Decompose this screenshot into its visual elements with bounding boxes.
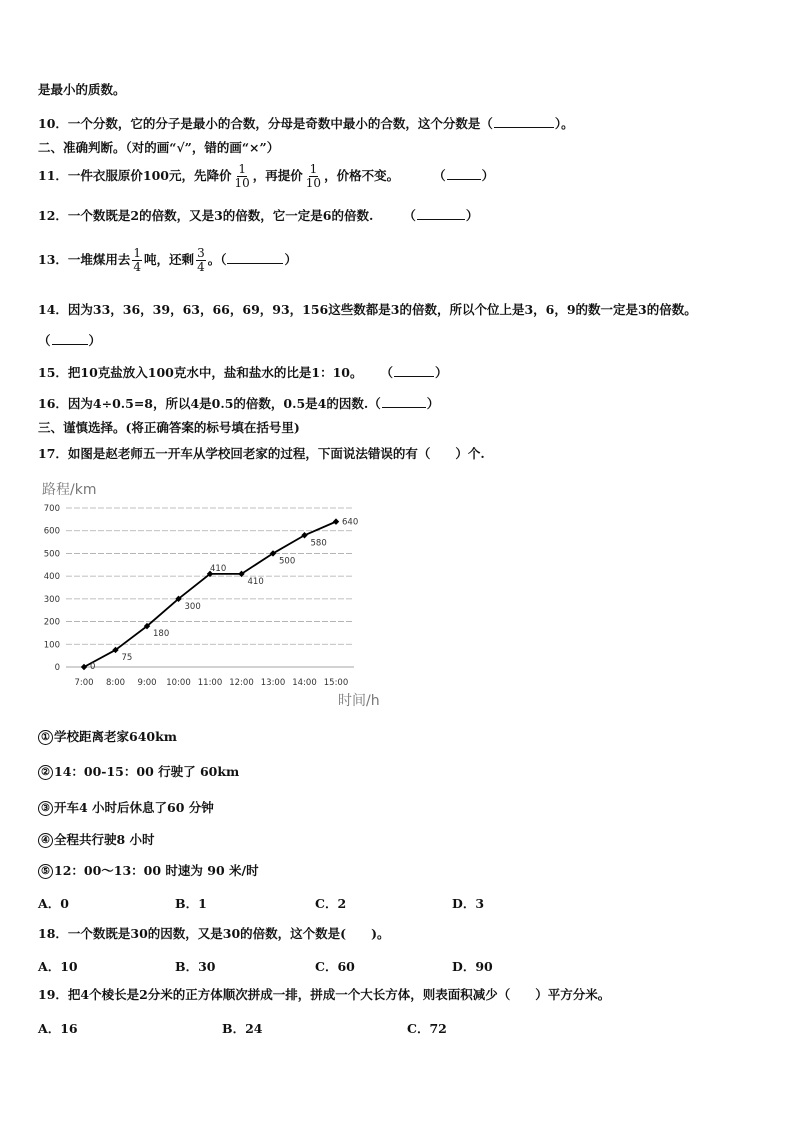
y-tick-label: 200 <box>43 617 60 628</box>
question-14-answer <box>38 332 101 349</box>
x-tick-label: 11:00 <box>197 678 223 688</box>
question-11 <box>38 163 494 190</box>
x-tick-label: 13:00 <box>260 678 286 688</box>
y-tick-label: 100 <box>43 640 60 651</box>
q18-text: 18．一个数既是30的因数，又是30的倍数，这个数是( )。 <box>38 926 390 941</box>
paren-open: （ <box>403 208 416 223</box>
paren-close: ） <box>426 396 440 411</box>
q18-option-a[interactable]: A．10 <box>38 959 78 974</box>
line-prev-end <box>38 82 126 98</box>
q10-text: 10．一个分数，它的分子是最小的合数，分母是奇数中最小的合数，这个分数是（ <box>38 116 493 131</box>
x-tick-label: 8:00 <box>105 678 126 688</box>
question-15 <box>38 364 448 381</box>
x-ticks <box>74 678 348 688</box>
x-tick-label: 9:00 <box>137 678 157 688</box>
statement-5 <box>38 863 259 879</box>
data-label: 580 <box>310 538 327 549</box>
x-tick-label: 14:00 <box>292 678 317 688</box>
statement-text: 12：00～13：00 时速为 90 米/时 <box>54 863 259 878</box>
x-tick-label: 15:00 <box>323 678 349 688</box>
q12-text: 12．一个数既是2的倍数，又是3的倍数，它一定是6的倍数. <box>38 208 374 223</box>
distance-time-chart <box>36 478 396 708</box>
paren-open: （ <box>368 396 381 411</box>
q19-option-b[interactable]: B．24 <box>222 1021 263 1036</box>
y-tick-label: 600 <box>43 526 60 537</box>
answer-blank[interactable] <box>447 167 481 180</box>
circled-number: ② <box>38 765 53 780</box>
data-labels <box>90 518 358 672</box>
fraction <box>132 247 142 274</box>
q13-text: 。（ <box>207 252 227 267</box>
paren-open: （ <box>38 333 51 348</box>
circled-number: ① <box>38 730 53 745</box>
data-point <box>333 518 339 524</box>
statement-text: 全程共行驶8 小时 <box>54 832 155 847</box>
statement-3 <box>38 800 214 816</box>
paren-open: （ <box>433 168 446 183</box>
answer-blank[interactable] <box>382 395 426 408</box>
q15-text: 15．把10克盐放入100克水中，盐和盐水的比是1：10。 <box>38 365 363 380</box>
series-line <box>84 522 336 667</box>
y-axis-label: 路程/km <box>42 482 97 498</box>
data-label: 75 <box>121 652 133 663</box>
q18-option-b[interactable]: B．30 <box>175 959 216 974</box>
answer-blank[interactable] <box>52 332 88 345</box>
q17-text: 17．如图是赵老师五一开车从学校回老家的过程，下面说法错误的有（ ）个. <box>38 446 485 461</box>
fraction <box>305 163 322 190</box>
section-title: 二、准确判断。（对的画“√”，错的画“×”） <box>38 140 280 155</box>
q18-option-c[interactable]: C．60 <box>315 959 355 974</box>
paren-close: ） <box>481 168 495 183</box>
data-label: 640 <box>342 517 359 528</box>
section-title: 三、谨慎选择。(将正确答案的标号填在括号里) <box>38 420 300 435</box>
answer-blank[interactable] <box>417 207 465 220</box>
statement-text: 14：00-15：00 行驶了 60km <box>54 764 240 779</box>
y-ticks <box>44 504 60 673</box>
q11-text: ，价格不变。 <box>324 168 400 183</box>
q19-option-c[interactable]: C．72 <box>407 1021 447 1036</box>
q10-text-end: ）。 <box>554 116 574 131</box>
paren-close: ） <box>465 208 479 223</box>
answer-blank[interactable] <box>394 364 434 377</box>
data-label: 300 <box>184 601 201 612</box>
text: 是最小的质数。 <box>38 82 126 97</box>
numerator: 1 <box>309 162 318 176</box>
paren-close: ） <box>435 365 448 380</box>
x-tick-label: 12:00 <box>229 678 254 688</box>
data-label: 410 <box>247 576 264 587</box>
circled-number: ④ <box>38 833 53 848</box>
data-label: 410 <box>210 563 227 574</box>
statement-4 <box>38 832 155 848</box>
statement-text: 学校距离老家640km <box>54 729 177 744</box>
data-point <box>81 664 87 670</box>
answer-blank[interactable] <box>227 251 283 264</box>
question-12 <box>38 207 478 224</box>
numerator: 3 <box>197 246 205 260</box>
question-14 <box>38 302 697 318</box>
circled-number: ③ <box>38 801 53 816</box>
paren-close: ） <box>284 252 297 267</box>
numerator: 1 <box>238 162 246 176</box>
q17-option-b[interactable]: B．1 <box>175 896 207 911</box>
q13-text: 13．一堆煤用去 <box>38 252 131 267</box>
q13-text: 吨，还剩 <box>144 252 195 267</box>
question-13 <box>38 247 297 274</box>
statement-text: 开车4 小时后休息了60 分钟 <box>54 800 214 815</box>
question-19 <box>38 987 610 1003</box>
circled-number: ⑤ <box>38 864 53 879</box>
y-tick-label: 500 <box>43 549 60 560</box>
q11-text: 11．一件衣服原价100元，先降价 <box>38 168 232 183</box>
paren-close: ） <box>88 333 102 348</box>
x-axis-label: 时间/h <box>338 693 380 708</box>
x-tick-label: 7:00 <box>74 678 94 688</box>
q17-option-a[interactable]: A．0 <box>38 896 69 911</box>
statement-1 <box>38 729 177 745</box>
q16-text: 16．因为4÷0.5=8，所以4是0.5的倍数，0.5是4的因数. <box>38 396 369 411</box>
x-tick-label: 10:00 <box>166 678 191 688</box>
question-18 <box>38 926 390 942</box>
denominator: 10 <box>234 176 250 190</box>
numerator: 1 <box>133 246 142 260</box>
question-17 <box>38 446 485 462</box>
denominator: 4 <box>133 260 142 274</box>
section-2-heading <box>38 140 279 156</box>
q11-text: ，再提价 <box>252 168 303 183</box>
fraction <box>196 247 206 274</box>
fraction <box>234 163 251 190</box>
y-tick-label: 0 <box>54 663 60 673</box>
question-10 <box>38 115 574 132</box>
y-tick-label: 400 <box>43 572 60 583</box>
q19-text: 19．把4个棱长是2分米的正方体顺次拼成一排，拼成一个大长方体，则表面积减少（ ）平方分米。 <box>38 987 611 1002</box>
q17-option-c[interactable]: C．2 <box>315 896 347 911</box>
y-tick-label: 300 <box>43 594 60 605</box>
section-3-heading <box>38 420 300 436</box>
data-label: 500 <box>279 556 296 567</box>
paren-open: （ <box>380 365 393 380</box>
q17-option-d[interactable]: D．3 <box>452 896 485 911</box>
denominator: 10 <box>305 176 322 190</box>
denominator: 4 <box>197 260 205 274</box>
q19-option-a[interactable]: A．16 <box>38 1021 78 1036</box>
q18-option-d[interactable]: D．90 <box>452 959 493 974</box>
data-label: 0 <box>90 662 96 672</box>
answer-blank[interactable] <box>494 115 554 128</box>
statement-2 <box>38 764 239 780</box>
q14-text: 14．因为33，36，39，63，66，69，93，156这些数都是3的倍数，所以个位上是3，6，9的数一定是3的倍数。 <box>38 302 697 317</box>
y-tick-label: 700 <box>43 504 60 514</box>
data-label: 180 <box>153 629 170 640</box>
question-16 <box>38 395 439 412</box>
